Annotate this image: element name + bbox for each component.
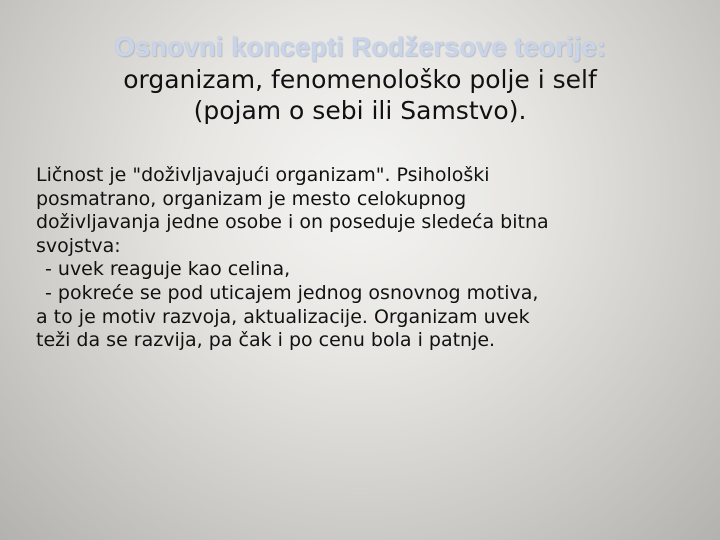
body-line: doživljavanja jedne osobe i on poseduje sledeća bitna <box>36 211 549 234</box>
body-list-item: - uvek reaguje kao celina, <box>45 258 291 281</box>
body-list-item: - pokreće se pod uticajem jednog osnovnog motiva, <box>45 281 539 304</box>
slide-title <box>0 30 720 126</box>
title-heading: Osnovni koncepti Rodžersove teorije: <box>114 32 606 62</box>
body-line: svojstva: <box>36 234 121 257</box>
slide-body <box>36 164 696 353</box>
body-line: posmatrano, organizam je mesto celokupnog <box>36 187 467 210</box>
body-line: Ličnost je "doživljavajući organizam". Psihološki <box>36 164 490 186</box>
body-line: teži da se razvija, pa čak i po cenu bola i patnje. <box>36 329 496 352</box>
title-subtitle-line-2: (pojam o sebi ili Samstvo). <box>193 96 527 125</box>
body-line: a to je motiv razvoja, aktualizacije. Organizam uvek <box>36 305 530 328</box>
title-subtitle-line-1: organizam, fenomenološko polje i self <box>123 65 597 94</box>
